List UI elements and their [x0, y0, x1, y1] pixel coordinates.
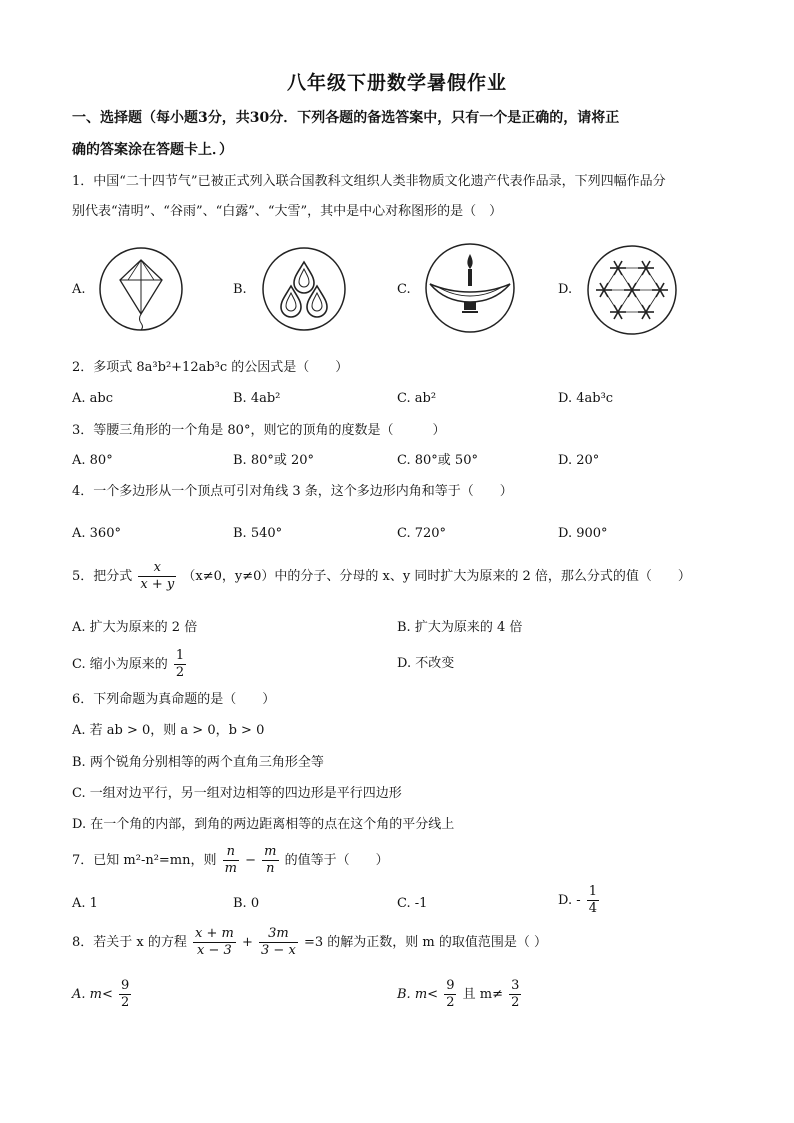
q6-option-c: C. 一组对边平行，另一组对边相等的四边形是平行四边形 [72, 786, 402, 801]
q8-option-b-fraction-2 [509, 978, 521, 1011]
q4-option-a: A. 360° [72, 526, 121, 541]
q8-fraction-2-denominator: 3 − x [261, 943, 296, 958]
q8-stem-pre: 8．若关于 x 的方程 [72, 935, 187, 950]
q7-option-b: B. 0 [233, 896, 260, 911]
q7-minus: − [245, 853, 257, 868]
q5-option-c-denominator: 2 [175, 665, 185, 680]
q8-stem-post: =3 的解为正数，则 m 的取值范围是（ ） [303, 935, 547, 950]
q5-option-a: A. 扩大为原来的 2 倍 [72, 620, 198, 635]
q1-option-a-label: A. [72, 282, 86, 297]
q8-option-b [397, 978, 523, 1011]
question-5-stem [72, 560, 732, 593]
question-1-line2: 别代表“清明”、“谷雨”、“白露”、“大雪”，其中是中心对称图形的是（ ） [72, 204, 503, 219]
snowflakes-icon [586, 244, 678, 336]
question-8-stem [72, 926, 732, 959]
q7-stem-post: 的值等于（ ） [284, 853, 389, 868]
q8-fraction-1 [193, 926, 236, 959]
q8-option-b-fraction-1 [444, 978, 456, 1011]
q5-option-b: B. 扩大为原来的 4 倍 [397, 620, 523, 635]
q3-option-c: C. 80°或 50° [397, 453, 478, 468]
q6-option-b: B. 两个锐角分别相等的两个直角三角形全等 [72, 755, 324, 770]
q7-option-d-fraction [587, 884, 599, 917]
q8-option-a-numerator: 9 [121, 978, 130, 993]
q5-fraction-numerator: x [138, 560, 176, 577]
q7-option-c: C. -1 [397, 896, 428, 911]
q5-stem-pre: 5．把分式 [72, 569, 133, 584]
q5-fraction-denominator: x + y [140, 577, 175, 592]
q3-option-d: D. 20° [558, 453, 600, 468]
q7-option-d-denominator: 4 [588, 901, 598, 916]
q8-plus: + [241, 935, 253, 950]
kite-icon [98, 246, 184, 332]
q8-option-b-numerator-1: 9 [446, 978, 455, 993]
q3-option-b: B. 80°或 20° [233, 453, 315, 468]
q7-stem-pre: 7．已知 m²-n²=mn，则 [72, 853, 217, 868]
question-4-stem: 4．一个多边形从一个顶点可引对角线 3 条，这个多边形内角和等于（ ） [72, 484, 513, 499]
q7-option-d-text: D. - [558, 893, 581, 908]
q7-option-a: A. 1 [72, 896, 98, 911]
q5-option-d: D. 不改变 [397, 656, 455, 671]
q5-option-c-numerator: 1 [175, 648, 185, 663]
q7-fraction-1-numerator: n [223, 844, 239, 861]
page-title: 八年级下册数学暑假作业 [286, 72, 507, 94]
q8-option-a-text: A. m< [72, 987, 113, 1002]
q1-option-b-label: B. [233, 282, 247, 297]
question-7-stem [72, 844, 732, 877]
q5-option-c-fraction [174, 648, 186, 681]
q2-option-b: B. 4ab² [233, 391, 281, 406]
section-heading-line2: 确的答案涂在答题卡上．） [72, 142, 233, 158]
q5-fraction [138, 560, 176, 593]
q2-option-a: A. abc [72, 391, 114, 406]
q8-fraction-2 [259, 926, 298, 959]
section-heading-line1: 一、选择题（每小题3分，共30分．下列各题的备选答案中，只有一个是正确的，请将正 [72, 110, 620, 126]
q3-option-a: A. 80° [72, 453, 113, 468]
question-3-stem: 3．等腰三角形的一个角是 80°，则它的顶角的度数是（ ） [72, 423, 446, 438]
q8-option-a-denominator: 2 [121, 995, 130, 1010]
q8-fraction-1-numerator: x + m [195, 926, 234, 941]
q8-option-b-text: B. m< [397, 987, 439, 1002]
q8-fraction-1-denominator: x − 3 [197, 943, 232, 958]
q8-option-b-denominator-2: 2 [511, 995, 520, 1010]
q8-option-a-fraction [119, 978, 131, 1011]
q7-option-d [558, 884, 601, 917]
question-2-stem: 2．多项式 8a³b²+12ab³c 的公因式是（ ） [72, 360, 349, 375]
q6-option-a: A. 若 ab > 0，则 a > 0，b > 0 [72, 723, 265, 738]
q6-option-d: D. 在一个角的内部，到角的两边距离相等的点在这个角的平分线上 [72, 817, 455, 832]
q2-option-d: D. 4ab³c [558, 391, 614, 406]
q8-option-b-numerator-2: 3 [511, 978, 520, 993]
lamp-icon [424, 242, 516, 334]
q4-option-d: D. 900° [558, 526, 608, 541]
q4-option-b: B. 540° [233, 526, 283, 541]
q7-fraction-2-denominator: n [266, 861, 275, 876]
question-1-line1: 1．中国“二十四节气”已被正式列入联合国教科文组织人类非物质文化遗产代表作品录，下列四幅作品分 [72, 174, 666, 189]
q4-option-c: C. 720° [397, 526, 447, 541]
q7-fraction-2-numerator: m [264, 844, 277, 859]
q2-option-c: C. ab² [397, 391, 437, 406]
q7-option-d-numerator: 1 [588, 884, 598, 899]
question-6-stem: 6．下列命题为真命题的是（ ） [72, 692, 276, 707]
q7-fraction-1-denominator: m [224, 861, 237, 876]
q8-option-b-denominator-1: 2 [446, 995, 455, 1010]
q8-option-a [72, 978, 133, 1011]
q5-option-c-text: C. 缩小为原来的 [72, 657, 168, 672]
q8-option-b-mid: 且 m≠ [462, 987, 503, 1002]
q7-fraction-2 [262, 844, 278, 877]
q1-option-c-label: C. [397, 282, 411, 297]
q5-stem-post: （x≠0，y≠0）中的分子、分母的 x、y 同时扩大为原来的 2 倍，那么分式的值（ ） [182, 569, 691, 584]
q1-option-d-label: D. [558, 282, 573, 297]
q7-fraction-1 [223, 844, 239, 877]
water-drops-icon [261, 246, 347, 332]
q5-option-c [72, 648, 188, 681]
q8-fraction-2-numerator: 3m [259, 926, 298, 943]
